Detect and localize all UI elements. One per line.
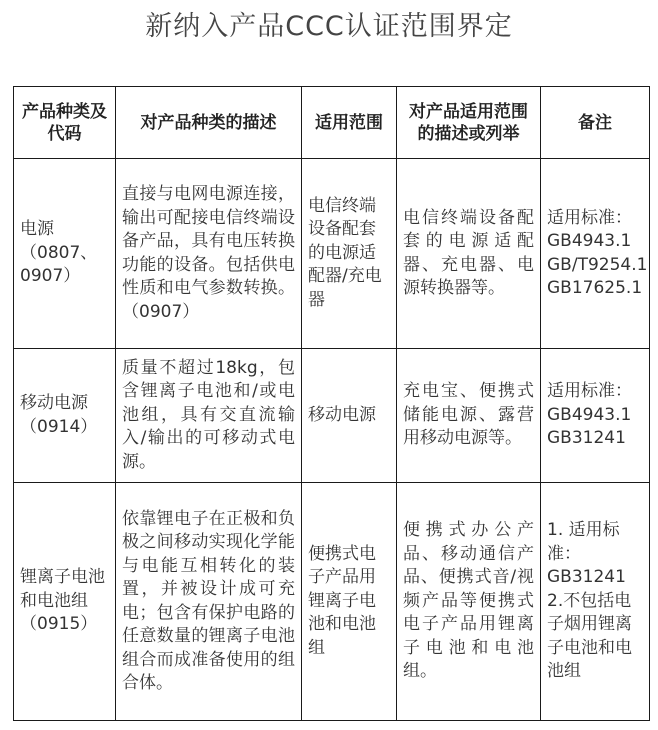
- table-row: [14, 349, 650, 483]
- header-category: 产品种类及代码: [14, 87, 116, 159]
- cell-scope-description: 电信终端设备配套的电源适配器、充电器、电源转换器等。: [397, 159, 541, 349]
- cell-scope-description: 便携式办公产品、移动通信产品、便携式音/视频产品等便携式电子产品用锂离子电池和电池组。: [397, 483, 541, 721]
- header-scope-description: 对产品适用范围的描述或列举: [397, 87, 541, 159]
- cell-category: 锂离子电池和电池组 （0915）: [14, 483, 116, 721]
- cell-description: 依靠锂电子在正极和负极之间移动实现化学能与电能互相转化的装置，并被设计成可充电；包含有保护电路的任意数量的锂离子电池组合而成准备使用的组合体。: [116, 483, 302, 721]
- header-remarks: 备注: [541, 87, 650, 159]
- table-row: [14, 483, 650, 721]
- cell-scope-description: 充电宝、便携式储能电源、露营用移动电源等。: [397, 349, 541, 483]
- cell-remarks: 适用标准： GB4943.1 GB/T9254.1 GB17625.1: [541, 159, 650, 349]
- cell-category: 电源 （0807、0907）: [14, 159, 116, 349]
- scope-table: [13, 86, 650, 721]
- cell-remarks: 适用标准： GB4943.1 GB31241: [541, 349, 650, 483]
- cell-category: 移动电源 （0914）: [14, 349, 116, 483]
- cell-scope: 电信终端设备配套的电源适配器/充电器: [302, 159, 397, 349]
- header-scope: 适用范围: [302, 87, 397, 159]
- cell-scope: 移动电源: [302, 349, 397, 483]
- cell-description: 直接与电网电源连接，输出可配接电信终端设备产品，具有电压转换功能的设备。包括供电性质和电气参数转换。（0907）: [116, 159, 302, 349]
- cell-remarks: 1. 适用标准： GB31241 2.不包括电子烟用锂离子电池和电池组: [541, 483, 650, 721]
- table-row: [14, 159, 650, 349]
- page-title: 新纳入产品CCC认证范围界定: [145, 11, 513, 42]
- cell-scope: 便携式电子产品用锂离子电池和电池组: [302, 483, 397, 721]
- cell-description: 质量不超过18kg，包含锂离子电池和/或电池组，具有交直流输入/输出的可移动式电源。: [116, 349, 302, 483]
- header-description: 对产品种类的描述: [116, 87, 302, 159]
- table-header-row: [14, 87, 650, 159]
